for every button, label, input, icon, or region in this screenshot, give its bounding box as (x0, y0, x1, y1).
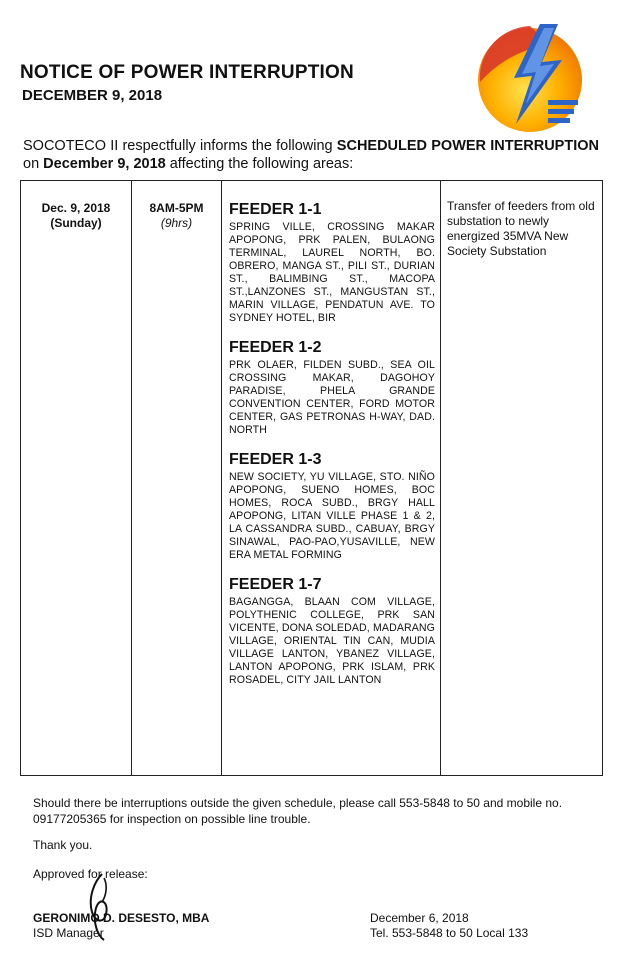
notice-date: DECEMBER 9, 2018 (22, 87, 163, 104)
feeder-title: FEEDER 1-2 (229, 339, 322, 356)
notice-title: NOTICE OF POWER INTERRUPTION (20, 62, 354, 83)
signer-position: ISD Manager (33, 926, 104, 940)
intro-text-3: affecting the following areas: (165, 156, 354, 172)
lightning-bolt-logo-icon (470, 20, 588, 136)
remarks-cell (441, 181, 603, 776)
time-cell (132, 181, 222, 776)
feeder-block (229, 451, 435, 562)
schedule-hours: (9hrs) (160, 216, 193, 230)
feeder-areas: NEW SOCIETY, YU VILLAGE, STO. NIÑO APOPONG, SUENO HOMES, BOC HOMES, ROCA SUBD., BRGY HALL APOPONG, LITAN VILLE PHASE 1 & 2, LA CASSANDRA SUBD., CABUAY, BRGY SINAWAL, PAO-PAO,YUSAVILLE, NEW ERA METAL FORMING (229, 471, 435, 561)
date-cell (21, 181, 132, 776)
feeder-areas: PRK OLAER, FILDEN SUBD., SEA OIL CROSSING MAKAR, DAGOHOY PARADISE, PHELA GRANDE CONVENTION CENTER, FORD MOTOR CENTER, GAS PETRONAS H-WAY, DAD. NORTH (229, 359, 435, 436)
thanks-text: Thank you. (33, 838, 93, 852)
approved-label: Approved for release: (33, 867, 148, 881)
intro-bold-2: December 9, 2018 (43, 156, 166, 172)
signer-name: GERONIMO D. DESESTO, MBA (33, 911, 210, 925)
intro-text-1: SOCOTECO II respectfully informs the following (23, 138, 337, 154)
schedule-remarks: Transfer of feeders from old substation to newly energized 35MVA New Society Substation (447, 199, 595, 258)
feeder-block (229, 201, 435, 325)
schedule-day: (Sunday) (50, 216, 102, 230)
feeder-areas: SPRING VILLE, CROSSING MAKAR APOPONG, PRK PALEN, BULAONG TERMINAL, LAUREL NORTH, BO. OBRERO, MANGA ST., PILI ST., DURIAN ST., BALIMBING ST., MACOPA ST.,LANZONES ST., MANGUSTAN ST., MARIN VILLAGE, PENDATUN AVE. TO SYDNEY HOTEL, BIR (229, 221, 435, 324)
feeder-block (229, 339, 435, 437)
feeder-block (229, 576, 435, 687)
feeder-title: FEEDER 1-7 (229, 576, 322, 593)
schedule-table (20, 180, 603, 776)
contact-telephone: Tel. 553-5848 to 50 Local 133 (370, 926, 529, 940)
intro-bold-1: SCHEDULED POWER INTERRUPTION (336, 138, 599, 154)
feeder-areas: BAGANGGA, BLAAN COM VILLAGE, POLYTHENIC COLLEGE, PRK SAN VICENTE, DONA SOLEDAD, MADARANG VILLAGE, ORIENTAL TIN CAN, MUDIA VILLAGE LANTON, YBANEZ VILLAGE, LANTON APOPONG, PRK ISLAM, PRK ROSADEL, CITY JAIL LANTON (229, 596, 435, 686)
schedule-date: Dec. 9, 2018 (41, 201, 111, 215)
issue-date: December 6, 2018 (370, 911, 469, 925)
intro-paragraph (23, 137, 599, 173)
table-row (21, 181, 603, 776)
intro-text-2: on (23, 156, 44, 172)
schedule-time: 8AM-5PM (149, 201, 204, 215)
feeder-title: FEEDER 1-1 (229, 201, 322, 218)
areas-cell (222, 181, 441, 776)
contact-note: Should there be interruptions outside the given schedule, please call 553-5848 to 50 and mobile no. 09177205365 for inspection on possible line trouble. (33, 796, 563, 826)
feeder-title: FEEDER 1-3 (229, 451, 322, 468)
